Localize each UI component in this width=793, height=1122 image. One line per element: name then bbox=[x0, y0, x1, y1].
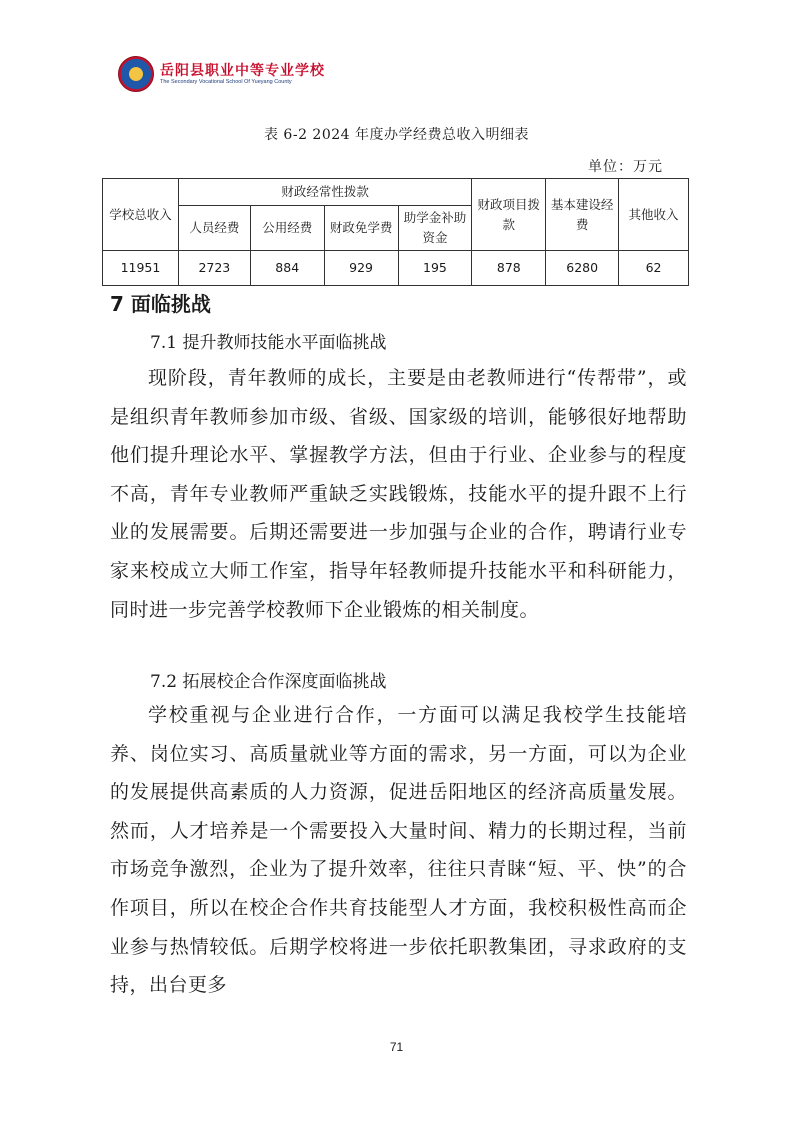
table-cell: 884 bbox=[250, 251, 324, 286]
table-cell: 62 bbox=[619, 251, 689, 286]
page-number: 71 bbox=[389, 1040, 404, 1054]
table-row bbox=[103, 251, 689, 286]
logo-text bbox=[160, 63, 325, 86]
table-cell: 11951 bbox=[103, 251, 179, 286]
header-student-aid: 助学金补助资金 bbox=[398, 206, 472, 251]
section-heading: 7 面临挑战 bbox=[110, 292, 211, 316]
school-name-en: The Secondary Vocational School Of Yueyang County bbox=[160, 78, 292, 85]
table-cell: 195 bbox=[398, 251, 472, 286]
paragraph-7-2: 学校重视与企业进行合作，一方面可以满足我校学生技能培养、岗位实习、高质量就业等方面的需求，另一方面，可以为企业的发展提供高素质的人力资源，促进岳阳地区的经济高质量发展。然而，人才培养是一个需要投入大量时间、精力的长期过程，当前市场竞争激烈，企业为了提升效率，往往只青睐“短、平、快”的合作项目，所以在校企合作共育技能型人才方面，我校积极性高而企业参与热情较低。后期学校将进一步依托职教集团，寻求政府的支持，出台更多 bbox=[110, 704, 687, 997]
paragraph-7-1: 现阶段，青年教师的成长，主要是由老教师进行“传帮带”，或是组织青年教师参加市级、省级、国家级的培训，能够很好地帮助他们提升理论水平、掌握教学方法，但由于行业、企业参与的程度不高，青年专业教师严重缺乏实践锻炼，技能水平的提升跟不上行业的发展需要。后期还需要进一步加强与企业的合作，聘请行业专家来校成立大师工作室，指导年轻教师提升技能水平和科研能力，同时进一步完善学校教师下企业锻炼的相关制度。 bbox=[110, 367, 687, 621]
header-project: 财政项目拨款 bbox=[472, 179, 546, 251]
school-name-cn: 岳阳县职业中等专业学校 bbox=[160, 62, 325, 79]
header-regular-group: 财政经常性拨款 bbox=[178, 179, 471, 206]
subsection-heading-7-2: 7.2 拓展校企合作深度面临挑战 bbox=[150, 672, 387, 692]
school-emblem-icon bbox=[118, 56, 154, 92]
table-title: 表 6-2 2024 年度办学经费总收入明细表 bbox=[263, 127, 530, 143]
header-tuition-waiver: 财政免学费 bbox=[324, 206, 398, 251]
header-total: 学校总收入 bbox=[103, 179, 179, 251]
header-construction: 基本建设经费 bbox=[546, 179, 619, 251]
header-personnel: 人员经费 bbox=[178, 206, 250, 251]
table-cell: 878 bbox=[472, 251, 546, 286]
table-unit: 单位：万元 bbox=[588, 159, 663, 175]
header-public: 公用经费 bbox=[250, 206, 324, 251]
subsection-heading-7-1: 7.1 提升教师技能水平面临挑战 bbox=[150, 333, 387, 353]
table-cell: 6280 bbox=[546, 251, 619, 286]
table-cell: 2723 bbox=[178, 251, 250, 286]
budget-table bbox=[102, 178, 689, 286]
table-cell: 929 bbox=[324, 251, 398, 286]
header-other: 其他收入 bbox=[619, 179, 689, 251]
school-logo bbox=[118, 56, 325, 92]
